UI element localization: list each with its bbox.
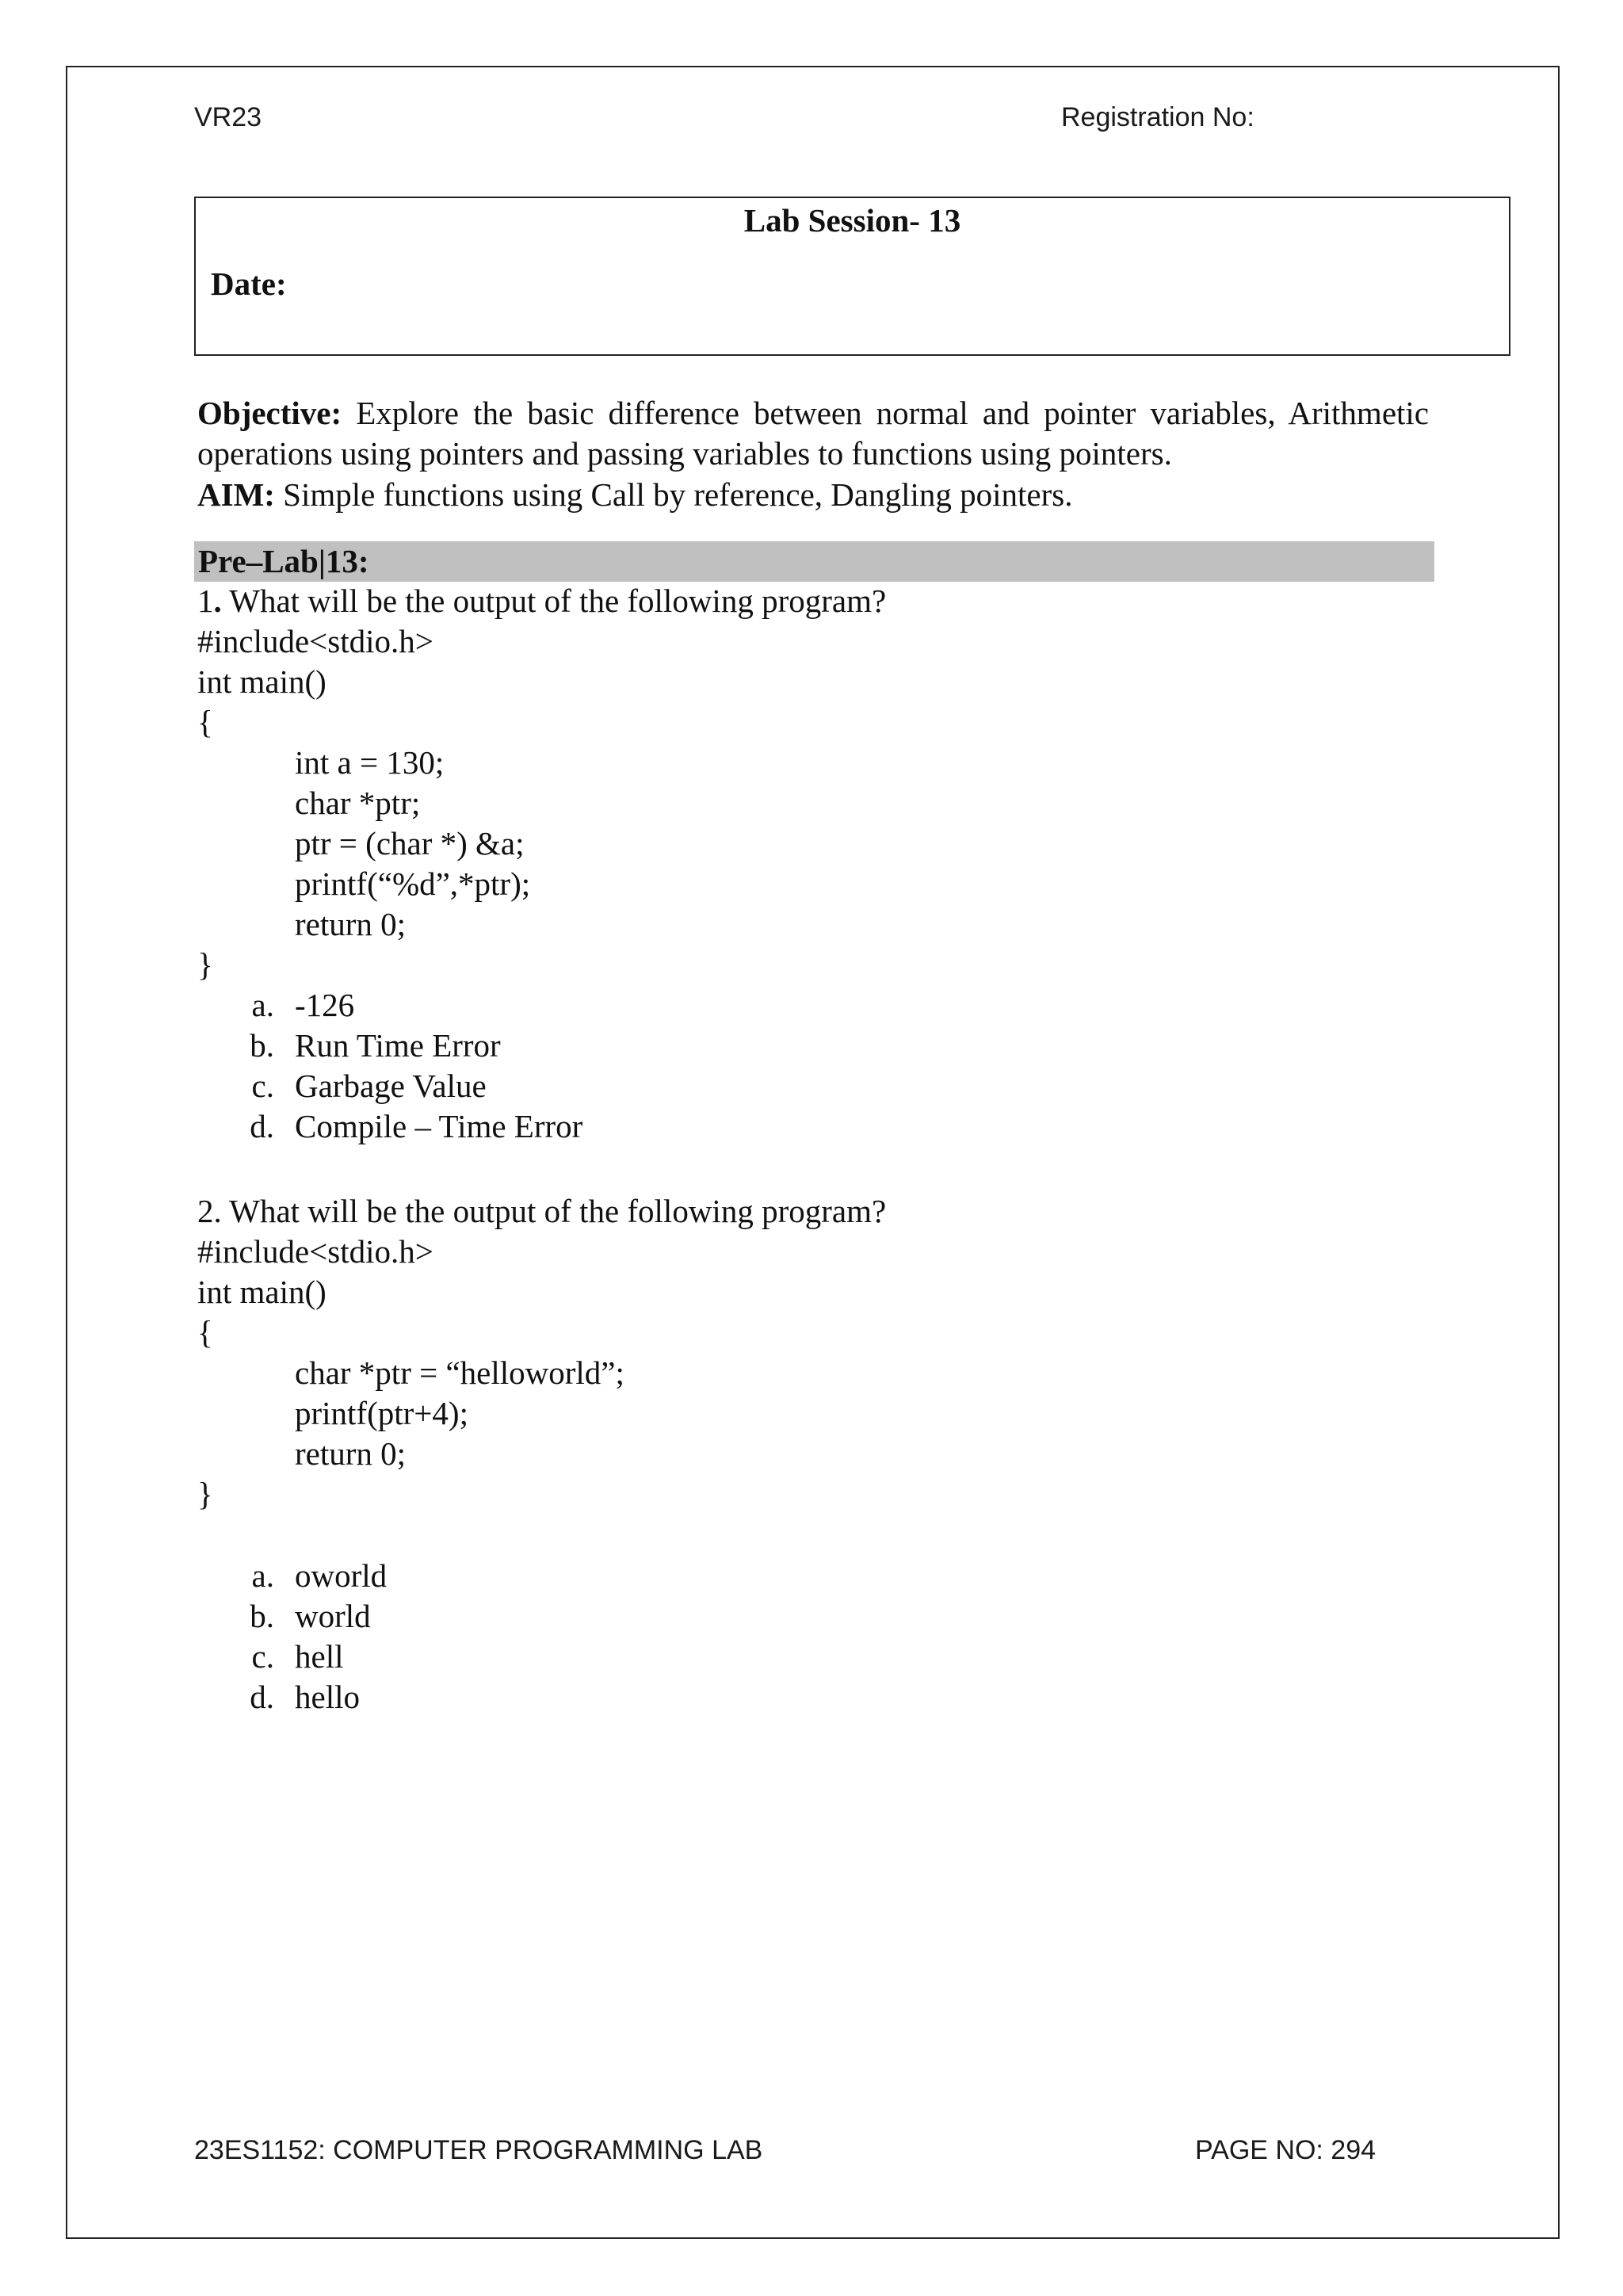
option-text: Compile – Time Error <box>295 1108 583 1144</box>
q2-code-line-1: char *ptr = “helloworld”; <box>295 1354 624 1391</box>
aim-paragraph <box>197 475 1072 515</box>
q1-code-line-4: printf(“%d”,*ptr); <box>295 865 531 902</box>
q1-code-open-brace: { <box>197 704 213 740</box>
date-label: Date: <box>211 266 287 302</box>
q2-code-open-brace: { <box>197 1314 213 1350</box>
page-border <box>66 66 1560 2239</box>
option-letter: c. <box>251 1638 274 1675</box>
option-letter: a. <box>251 987 274 1023</box>
session-box <box>194 197 1510 356</box>
option-text: -126 <box>295 987 355 1023</box>
prelab-heading: Pre–Lab|13: <box>198 543 369 579</box>
option-letter: d. <box>250 1679 274 1715</box>
option-letter: a. <box>251 1557 274 1594</box>
header-course-code: VR23 <box>194 102 262 132</box>
q2-code-include: #include<stdio.h> <box>197 1233 433 1270</box>
objective-paragraph <box>197 393 1429 474</box>
option-text: Run Time Error <box>295 1027 501 1064</box>
q2-code-line-3: return 0; <box>295 1435 407 1472</box>
q1-code-line-3: ptr = (char *) &a; <box>295 825 525 861</box>
q1-question <box>197 581 886 621</box>
option-text: Garbage Value <box>295 1068 487 1104</box>
option-letter: b. <box>250 1598 274 1634</box>
q1-code-main: int main() <box>197 663 327 700</box>
aim-label: AIM: <box>197 476 275 513</box>
q1-code-include: #include<stdio.h> <box>197 623 433 659</box>
q2-question: 2. What will be the output of the following program? <box>197 1193 887 1229</box>
aim-text: Simple functions using Call by reference, Dangling pointers. <box>274 476 1073 513</box>
q1-question-text: What will be the output of the following program? <box>221 583 887 619</box>
q1-code-line-2: char *ptr; <box>295 785 421 821</box>
q1-code-line-5: return 0; <box>295 906 407 942</box>
q2-code-line-2: printf(ptr+4); <box>295 1395 468 1431</box>
q1-number: 1 <box>197 583 214 619</box>
option-letter: c. <box>251 1068 274 1104</box>
q1-number-dot: . <box>213 583 222 619</box>
footer-course-title: 23ES1152: COMPUTER PROGRAMMING LAB <box>194 2135 763 2165</box>
q1-code-line-1: int a = 130; <box>295 744 445 781</box>
prelab-heading-bar <box>194 541 1434 582</box>
objective-text: Explore the basic difference between normal and pointer variables, Arithmetic operations using pointers and passing variables to functions using pointers. <box>197 395 1429 472</box>
footer-page-number: PAGE NO: 294 <box>1195 2135 1377 2165</box>
q1-code-close-brace: } <box>197 946 213 983</box>
option-text: hell <box>295 1638 344 1675</box>
objective-label: Objective: <box>197 395 342 431</box>
session-title: Lab Session- 13 <box>743 202 961 239</box>
option-letter: d. <box>250 1108 274 1144</box>
option-text: oworld <box>295 1557 388 1594</box>
option-text: world <box>295 1598 371 1634</box>
q2-code-close-brace: } <box>197 1476 213 1512</box>
header-registration-no: Registration No: <box>1061 102 1254 132</box>
option-letter: b. <box>250 1027 274 1064</box>
option-text: hello <box>295 1679 360 1715</box>
q2-code-main: int main() <box>197 1274 327 1310</box>
